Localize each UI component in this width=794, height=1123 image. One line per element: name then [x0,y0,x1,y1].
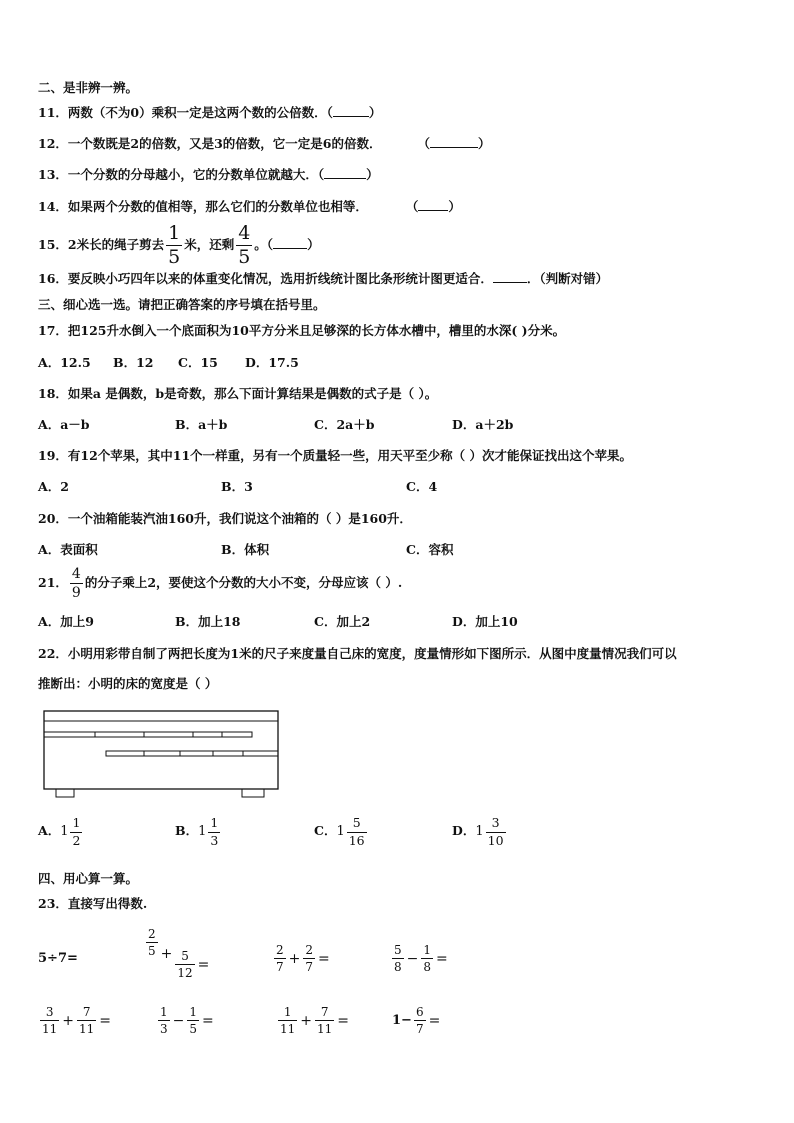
fraction [421,944,433,973]
equals: = [99,1012,112,1029]
question-22-line-2: 推断出：小明的床的宽度是（ ） [38,676,218,691]
fraction [303,944,315,973]
denominator: 9 [71,585,81,601]
numerator: 1 [168,222,181,244]
section-3-heading: 三、细心选一选。请把正确答案的序号填在括号里。 [38,297,326,312]
denominator: 5 [168,246,181,268]
operator: + [300,1012,313,1029]
section-2-heading: 二、是非辨一辨。 [38,80,139,95]
bed-frame [44,711,278,789]
whole-part: 1 [475,824,484,839]
numerator: 3 [45,1005,54,1019]
whole-part: 1 [336,824,345,839]
option-c[interactable]: C．容积 [406,542,454,557]
q14-close: ） [448,199,461,214]
option-a[interactable]: A．加上9 [38,614,94,629]
calc-expr-8 [392,1006,441,1035]
q16-text: 16．要反映小巧四年以来的体重变化情况，选用折线统计图比条形统计图更适合． [38,271,493,286]
q21-text: 的分子乘上2，要使这个分数的大小不变，分母应该（ ）. [84,575,403,590]
denominator: 10 [487,832,504,848]
operator: − [172,1012,185,1029]
denominator: 12 [177,966,193,980]
denominator: 11 [280,1022,296,1036]
q14-text: 14．如果两个分数的值相等，那么它们的分数单位也相等． [38,199,368,214]
fraction [40,1006,59,1035]
denominator: 11 [317,1022,333,1036]
fraction [278,1006,297,1035]
answer-blank[interactable] [418,198,448,211]
fraction [166,224,182,267]
fraction [146,928,158,957]
numerator: 1 [423,943,432,957]
fraction [315,1006,334,1035]
equals: = [318,950,330,967]
question-23: 23．直接写出得数. [38,896,148,911]
numerator: 1 [189,1005,198,1019]
question-18: 18．如果a 是偶数，b是奇数，那么下面计算结果是偶数的式子是（ ）。 [38,386,438,401]
option-d[interactable]: D．加上10 [452,614,518,629]
q12-open: （ [417,136,431,151]
denominator: 8 [423,960,432,974]
option-label: A． [38,823,61,838]
denominator: 5 [148,944,156,958]
q15-text-b: 米，还剩 [184,237,235,252]
answer-blank[interactable] [333,104,369,117]
numerator: 4 [71,566,81,582]
option-label: B． [175,823,199,838]
numerator: 2 [305,943,314,957]
option-b[interactable]: B．体积 [221,542,270,557]
denominator: 3 [210,832,219,848]
question-14 [38,198,461,216]
q12-close: ） [478,136,491,151]
option-a[interactable]: A．表面积 [38,542,98,557]
fraction [187,1006,199,1035]
denominator: 16 [348,832,365,848]
q13-close: ） [366,167,379,182]
mixed-number [198,817,222,847]
operator: + [62,1012,75,1029]
option-d[interactable]: D．a＋2b [452,417,514,432]
operator: + [160,945,173,962]
calc-expr-4 [390,944,449,973]
fraction [70,817,82,847]
q15-close: ） [307,237,320,252]
calc-expr-7 [276,1006,350,1035]
q11-text: 11．两数（不为0）乘积一定是这两个数的公倍数．（ [38,105,333,120]
question-15 [38,224,320,267]
question-13 [38,166,379,184]
mixed-number [60,817,84,847]
answer-blank[interactable] [273,236,307,249]
equals: = [197,956,210,973]
whole-part: 1 [60,824,69,839]
question-11 [38,104,381,122]
option-c[interactable]: C．2a＋b [314,417,375,432]
option-a[interactable]: A．a－b [38,417,90,432]
calc-expr-1: 5÷7= [38,951,78,966]
operator: − [406,950,419,967]
numerator: 1 [210,815,219,830]
section-4-heading: 四、用心算一算。 [38,871,139,886]
q21-number: 21． [38,575,68,590]
operator: + [288,950,301,967]
numerator: 1 [283,1005,292,1019]
numerator: 1 [160,1005,168,1019]
denominator: 7 [276,960,284,974]
equals: = [436,950,448,967]
bed-ruler-diagram [40,708,290,803]
q13-text: 13．一个分数的分母越小，它的分数单位就越大．（ [38,167,325,182]
option-c[interactable]: C．15 [178,355,218,370]
bed-leg-right [242,789,264,797]
numerator: 5 [394,943,402,957]
equals: = [202,1012,214,1029]
option-b[interactable]: B．a＋b [175,417,228,432]
option-label: C． [314,823,337,838]
option-label: D． [452,823,476,838]
denominator: 7 [415,1022,424,1036]
q16-tail: ．（判断对错） [526,271,609,286]
question-12 [38,135,491,153]
fraction [347,817,367,847]
numerator: 2 [276,943,284,957]
fraction [392,944,404,973]
option-b[interactable]: B．12 [113,355,154,370]
option-a[interactable]: A．2 [38,479,69,494]
denominator: 8 [394,960,402,974]
ruler-1 [44,732,252,737]
calc-expr-5 [38,1006,112,1035]
numerator: 5 [181,949,189,963]
q12-text: 12．一个数既是2的倍数，又是3的倍数，它一定是6的倍数． [38,136,382,151]
option-a[interactable]: A．12.5 [38,355,91,370]
answer-blank[interactable] [430,135,478,148]
numerator: 4 [238,222,251,244]
numerator: 7 [82,1005,91,1019]
fraction [208,817,220,847]
fraction [414,1006,426,1035]
calc-expr-6 [156,1006,215,1035]
answer-blank[interactable] [324,166,366,179]
fraction [70,567,83,600]
q11-close: ） [368,105,382,120]
numerator: 1 [72,815,81,830]
fraction [175,950,194,979]
option-c[interactable]: C．加上2 [314,614,371,629]
denominator: 5 [189,1022,198,1036]
option-d[interactable] [452,817,508,847]
option-a[interactable] [38,817,84,847]
equals: = [428,1012,441,1029]
option-b[interactable] [175,817,222,847]
fraction [158,1006,170,1035]
option-c[interactable] [314,817,369,847]
answer-blank[interactable] [493,270,527,283]
equals: = [337,1012,350,1029]
numerator: 5 [352,815,361,830]
numerator: 2 [148,927,156,941]
q15-text-c: 。（ [254,237,274,252]
question-17: 17．把125升水倒入一个底面积为10平方分米且足够深的长方体水槽中，槽里的水深( )分米。 [38,323,566,338]
denominator: 11 [79,1022,95,1036]
question-20: 20．一个油箱能装汽油160升，我们说这个油箱的（ ）是160升． [38,511,412,526]
minuend: 1− [392,1013,412,1028]
denominator: 2 [72,832,81,848]
denominator: 11 [42,1022,58,1036]
option-b[interactable]: B．加上18 [175,614,241,629]
numerator: 3 [491,815,500,830]
mixed-number [336,817,368,847]
calc-expr-2 [144,928,210,979]
question-21 [38,566,402,600]
option-c[interactable]: C．4 [406,479,438,494]
denominator: 7 [305,960,314,974]
q15-text-a: 15．2米长的绳子剪去 [38,237,165,252]
numerator: 6 [415,1005,424,1019]
q14-open: （ [405,199,419,214]
whole-part: 1 [198,824,207,839]
fraction [77,1006,96,1035]
mixed-number [475,817,507,847]
numerator: 7 [320,1005,329,1019]
fraction [274,944,286,973]
calc-expr-3 [272,944,331,973]
ruler-2 [106,751,278,756]
fraction [236,224,252,267]
fraction [486,817,506,847]
question-22-line-1: 22．小明用彩带自制了两把长度为1米的尺子来度量自己床的宽度，度量情形如下图所示．从图中度量情况我们可以 [38,646,677,661]
question-16 [38,270,608,288]
denominator: 3 [160,1022,168,1036]
bed-leg-left [56,789,74,797]
denominator: 5 [238,246,251,268]
option-d[interactable]: D．17.5 [245,355,299,370]
question-19: 19．有12个苹果，其中11个一样重，另有一个质量轻一些，用天平至少称（ ）次才能保证找出这个苹果。 [38,448,633,463]
option-b[interactable]: B．3 [221,479,253,494]
